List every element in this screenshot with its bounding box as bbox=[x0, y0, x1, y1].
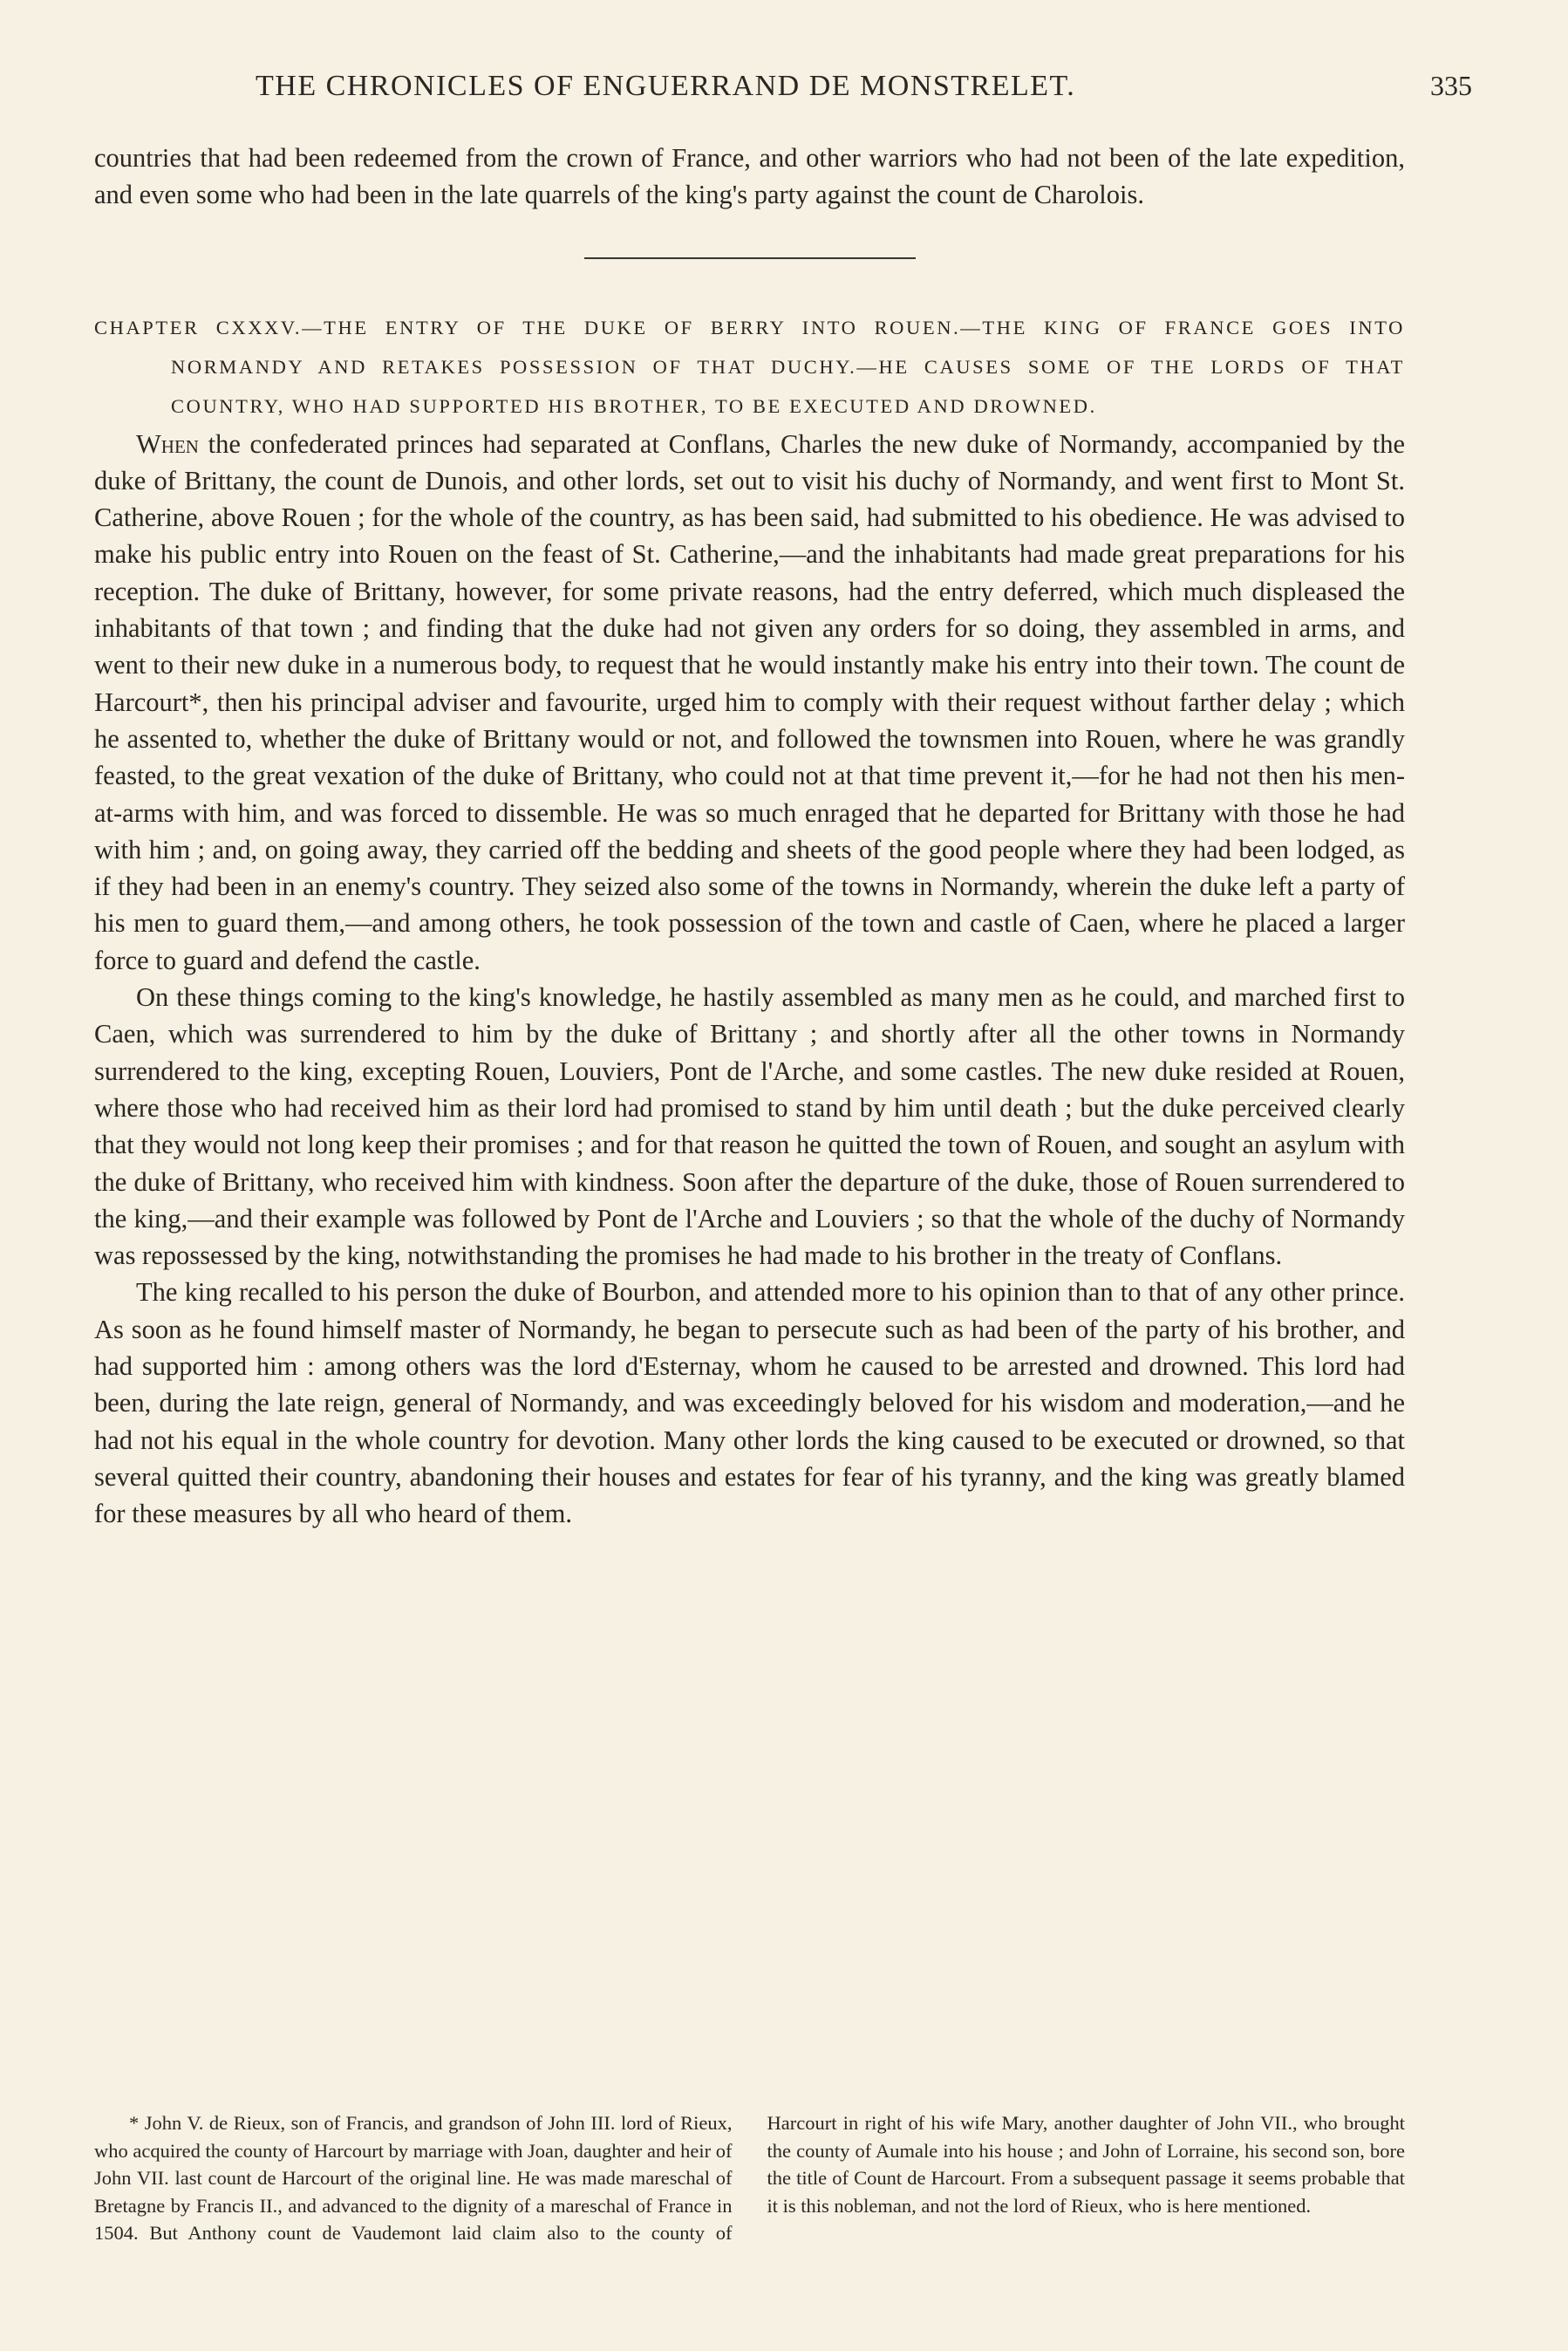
page-number: 335 bbox=[1430, 70, 1472, 101]
continued-paragraph: countries that had been redeemed from the crown of France, and other warriors who had not been of the late expedition, and even some who had been in the late quarrels of the king's party against the count de Charolois. bbox=[94, 143, 1405, 210]
main-text bbox=[94, 140, 1405, 1533]
running-header bbox=[94, 70, 1472, 113]
footnotes bbox=[94, 2109, 1405, 2247]
paragraph-2: On these things coming to the king's knowledge, he hastily assembled as many men as he could, and marched first to Caen, which was surrendered to him by the duke of Brittany ; and shortly after all the other towns in Normandy surrendered to the king, excepting Rouen, Louviers, Pont de l'Arche, and some castles. The new duke resided at Rouen, where those who had received him as their lord had promised to stand by him until death ; but the duke perceived clearly that they would not long keep their promises ; and for that reason he quitted the town of Rouen, and sought an asylum with the duke of Brittany, who received him with kindness. Soon after the departure of the duke, those of Rouen surrendered to the king,—and their example was followed by Pont de l'Arche and Louviers ; so that the whole of the duchy of Normandy was repossessed by the king, notwithstanding the promises he had made to his brother in the treaty of Conflans. bbox=[94, 982, 1405, 1271]
footnote: * John V. de Rieux, son of Francis, and grandson of John III. lord of Rieux, who acquired the county of Harcourt by marriage with Joan, daughter and heir of John VII. last count de Harcourt of the original line. He was made mareschal of Bretagne by Francis II., and advanced to the dignity of a mareschal of France in 1504. But Anthony count de Vaudemont laid claim also to the county of Harcourt in right of his wife Mary, another daughter of John VII., who brought the county of Aumale into his house ; and John of Lorraine, his second son, bore the title of Count de Harcourt. From a subsequent passage it seems probable that it is this nobleman, and not the lord of Rieux, who is here mentioned. bbox=[94, 2112, 1405, 2244]
running-title: THE CHRONICLES OF ENGUERRAND DE MONSTRELET. bbox=[256, 70, 1076, 102]
section-divider bbox=[584, 257, 916, 259]
paragraph-lead-word: When bbox=[136, 428, 199, 459]
paragraph-1-text: the confederated princes had separated at Conflans, Charles the new duke of Normandy, accompanied by the duke of Brittany, the count de Dunois, and other lords, set out to visit his duchy of Normandy, and went first to Mont St. Catherine, above Rouen ; for the whole of the country, as has been said, had submitted to his obedience. He was advised to make his public entry into Rouen on the feast of St. Catherine,—and the inhabitants had made great preparations for his reception. The duke of Brittany, however, for some private reasons, had the entry deferred, which much displeased the inhabitants of that town ; and finding that the duke had not given any orders for so doing, they assembled in arms, and went to their new duke in a numerous body, to request that he would instantly make his entry into their town. The count de Harcourt*, then his principal adviser and favourite, urged him to comply with their request without farther delay ; which he assented to, whether the duke of Brittany would or not, and followed the townsmen into Rouen, where he was grandly feasted, to the great vexation of the duke of Brittany, who could not at that time prevent it,—for he had not then his men-at-arms with him, and was forced to dissemble. He was so much enraged that he departed for Brittany with those he had with him ; and, on going away, they carried off the bedding and sheets of the good people where they had been lodged, as if they had been in an enemy's country. They seized also some of the towns in Normandy, wherein the duke left a party of his men to guard them,—and among others, he took possession of the town and castle of Caen, where he placed a larger force to guard and defend the castle. bbox=[94, 428, 1405, 975]
paragraph-1 bbox=[94, 426, 1405, 979]
paragraph-3: The king recalled to his person the duke of Bourbon, and attended more to his opinion than to that of any other prince. As soon as he found himself master of Normandy, he began to persecute such as had been of the party of his brother, and had supported him : among others was the lord d'Esternay, whom he caused to be arrested and drowned. This lord had been, during the late reign, general of Normandy, and was exceedingly beloved for his wisdom and moderation,—and he had not his equal in the whole country for devotion. Many other lords the king caused to be executed or drowned, so that several quitted their country, abandoning their houses and estates for fear of his tyranny, and the king was greatly blamed for these measures by all who heard of them. bbox=[94, 1277, 1405, 1529]
chapter-heading: CHAPTER CXXXV.—THE ENTRY OF THE DUKE OF BERRY INTO ROUEN.—THE KING OF FRANCE GOES INTO NORMANDY AND RETAKES POSSESSION OF THAT DUCHY.—HE CAUSES SOME OF THE LORDS OF THAT COUNTRY, WHO HAD SUPPORTED HIS BROTHER, TO BE EXECUTED AND DROWNED. bbox=[94, 316, 1405, 417]
